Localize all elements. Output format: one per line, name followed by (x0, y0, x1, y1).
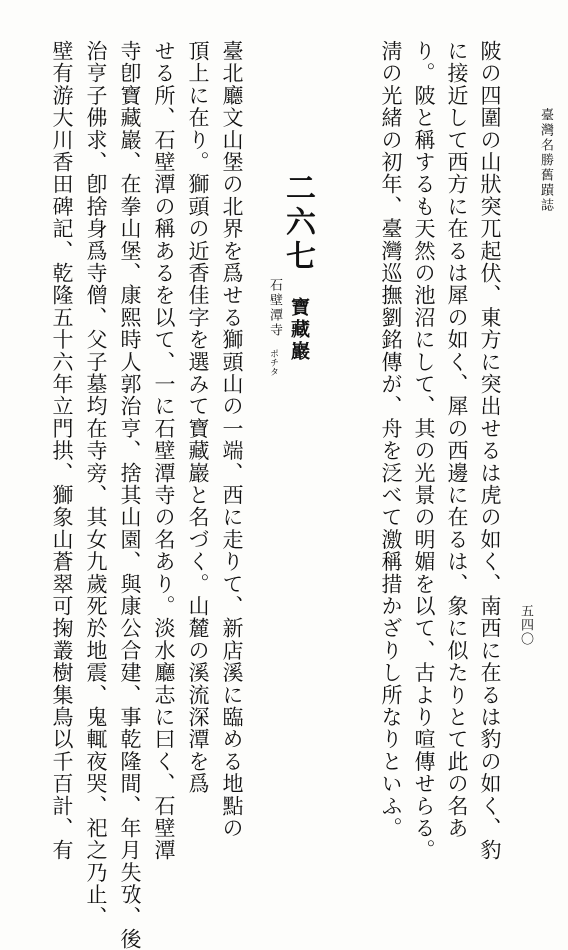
body-line-2: 頂上に在り。獅頭の近香佳字を選みて寶藏巖と名づく。山麓の溪流深潭を爲 (186, 40, 210, 795)
section-title: 寶藏巖 (288, 297, 310, 363)
body-line-5: 治亨子佛求、卽捨身爲寺僧、父子墓均在寺旁、其女九歲死於地震、鬼輒夜哭、祀之乃止、 (84, 40, 108, 928)
body-line-3: せる所、石壁潭の稱あるを以て、一に石壁潭寺の名あり。淡水廳志に曰く、石壁潭 (152, 40, 176, 862)
running-header: 臺灣名勝舊蹟誌 (538, 108, 553, 213)
section-number: 二六七 (280, 172, 315, 274)
upper-line-4: 淸の光緒の初年、臺灣巡撫劉銘傳が、舟を泛べて激稱措かざりし所なりといふ。 (379, 40, 403, 840)
upper-line-3: り。陂と稱するも天然の池沼にして、其の光景の明媚を以て、古より喧傳せらる。 (412, 40, 436, 862)
body-line-4: 寺卽寶藏巖、在拳山堡、康熙時人郭治亨、捨其山園、與康公合建、事乾隆間、年月失攷、後 (118, 40, 142, 950)
body-line-6: 壁有游大川香田碑記、乾隆五十六年立門拱、獅象山蒼翠可掬叢樹集鳥以千百計、有 (50, 40, 74, 862)
body-line-1: 臺北廳文山堡の北界を爲せる獅頭山の一端、西に走りて、新店溪に臨める地點の (220, 40, 244, 840)
upper-line-1: 陂の四圍の山狀突兀起伏、東方に突出せるは虎の如く、南西に在るは豹の如く、豹 (478, 40, 502, 862)
upper-line-2: に接近して西方に在るは犀の如く、犀の西邊に在るは、象に似たりとて此の名あ (445, 40, 469, 840)
ruby-reading: ポチタ (268, 349, 278, 376)
page-number: 五四〇 (518, 604, 533, 646)
section-subtitle: 石壁潭寺 (267, 278, 282, 338)
